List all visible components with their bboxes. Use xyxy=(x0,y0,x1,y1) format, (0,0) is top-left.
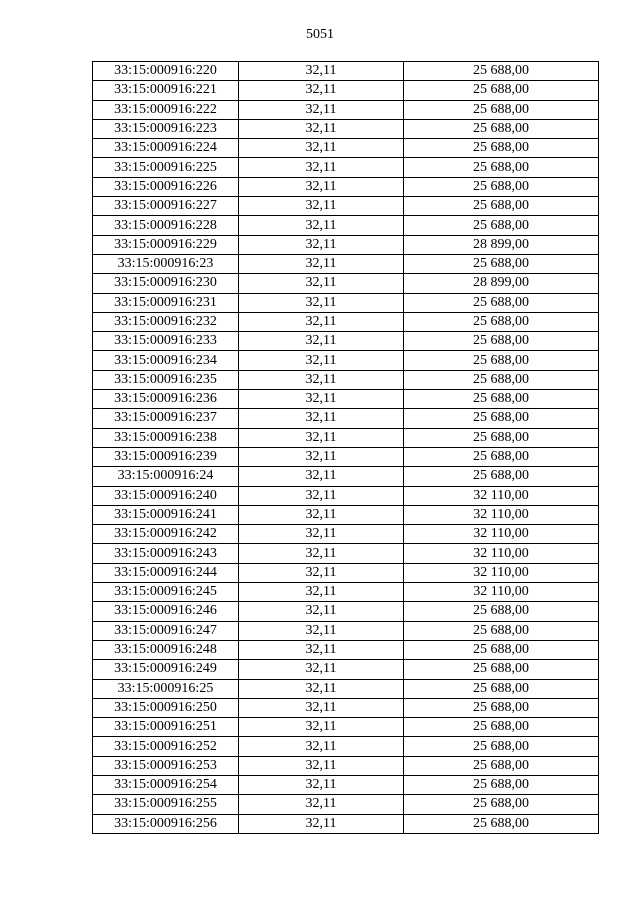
area-cell: 32,11 xyxy=(239,274,404,293)
cadastral-number-cell: 33:15:000916:235 xyxy=(93,370,239,389)
cadastral-number-cell: 33:15:000916:248 xyxy=(93,640,239,659)
cadastral-number-cell: 33:15:000916:25 xyxy=(93,679,239,698)
area-cell: 32,11 xyxy=(239,158,404,177)
table-row xyxy=(93,698,599,717)
table-row xyxy=(93,119,599,138)
table-row xyxy=(93,718,599,737)
area-cell: 32,11 xyxy=(239,428,404,447)
area-cell: 32,11 xyxy=(239,100,404,119)
table-row xyxy=(93,254,599,273)
cadastral-number-cell: 33:15:000916:243 xyxy=(93,544,239,563)
area-cell: 32,11 xyxy=(239,505,404,524)
area-cell: 32,11 xyxy=(239,370,404,389)
value-cell: 25 688,00 xyxy=(404,679,599,698)
cadastral-number-cell: 33:15:000916:250 xyxy=(93,698,239,717)
table-row xyxy=(93,312,599,331)
value-cell: 25 688,00 xyxy=(404,602,599,621)
area-cell: 32,11 xyxy=(239,293,404,312)
area-cell: 32,11 xyxy=(239,795,404,814)
table-row xyxy=(93,447,599,466)
cadastral-number-cell: 33:15:000916:224 xyxy=(93,139,239,158)
area-cell: 32,11 xyxy=(239,197,404,216)
cadastral-number-cell: 33:15:000916:227 xyxy=(93,197,239,216)
table-row xyxy=(93,583,599,602)
area-cell: 32,11 xyxy=(239,544,404,563)
page-number: 5051 xyxy=(306,27,334,42)
cadastral-number-cell: 33:15:000916:220 xyxy=(93,62,239,81)
cadastral-number-cell: 33:15:000916:221 xyxy=(93,81,239,100)
table-row xyxy=(93,409,599,428)
area-cell: 32,11 xyxy=(239,177,404,196)
table-row xyxy=(93,197,599,216)
table-row xyxy=(93,640,599,659)
area-cell: 32,11 xyxy=(239,814,404,833)
table-row xyxy=(93,216,599,235)
cadastral-number-cell: 33:15:000916:237 xyxy=(93,409,239,428)
area-cell: 32,11 xyxy=(239,698,404,717)
cadastral-number-cell: 33:15:000916:228 xyxy=(93,216,239,235)
table-body xyxy=(93,62,599,834)
cadastral-number-cell: 33:15:000916:231 xyxy=(93,293,239,312)
table-row xyxy=(93,62,599,81)
area-cell: 32,11 xyxy=(239,216,404,235)
value-cell: 25 688,00 xyxy=(404,254,599,273)
area-cell: 32,11 xyxy=(239,486,404,505)
table-row xyxy=(93,814,599,833)
cadastral-number-cell: 33:15:000916:23 xyxy=(93,254,239,273)
table-row xyxy=(93,756,599,775)
value-cell: 32 110,00 xyxy=(404,525,599,544)
table-row xyxy=(93,274,599,293)
value-cell: 25 688,00 xyxy=(404,62,599,81)
value-cell: 32 110,00 xyxy=(404,505,599,524)
value-cell: 25 688,00 xyxy=(404,447,599,466)
value-cell: 25 688,00 xyxy=(404,158,599,177)
area-cell: 32,11 xyxy=(239,332,404,351)
value-cell: 25 688,00 xyxy=(404,390,599,409)
value-cell: 32 110,00 xyxy=(404,563,599,582)
area-cell: 32,11 xyxy=(239,718,404,737)
value-cell: 25 688,00 xyxy=(404,467,599,486)
cadastral-number-cell: 33:15:000916:244 xyxy=(93,563,239,582)
value-cell: 32 110,00 xyxy=(404,583,599,602)
cadastral-number-cell: 33:15:000916:24 xyxy=(93,467,239,486)
table-row xyxy=(93,486,599,505)
table-row xyxy=(93,660,599,679)
cadastral-number-cell: 33:15:000916:226 xyxy=(93,177,239,196)
value-cell: 25 688,00 xyxy=(404,370,599,389)
value-cell: 25 688,00 xyxy=(404,177,599,196)
area-cell: 32,11 xyxy=(239,390,404,409)
cadastral-number-cell: 33:15:000916:222 xyxy=(93,100,239,119)
area-cell: 32,11 xyxy=(239,351,404,370)
value-cell: 25 688,00 xyxy=(404,216,599,235)
area-cell: 32,11 xyxy=(239,621,404,640)
cadastral-table xyxy=(92,61,599,834)
cadastral-number-cell: 33:15:000916:225 xyxy=(93,158,239,177)
value-cell: 25 688,00 xyxy=(404,718,599,737)
area-cell: 32,11 xyxy=(239,254,404,273)
value-cell: 25 688,00 xyxy=(404,775,599,794)
value-cell: 25 688,00 xyxy=(404,795,599,814)
area-cell: 32,11 xyxy=(239,119,404,138)
area-cell: 32,11 xyxy=(239,737,404,756)
area-cell: 32,11 xyxy=(239,447,404,466)
value-cell: 25 688,00 xyxy=(404,139,599,158)
area-cell: 32,11 xyxy=(239,583,404,602)
value-cell: 25 688,00 xyxy=(404,81,599,100)
area-cell: 32,11 xyxy=(239,775,404,794)
table-row xyxy=(93,428,599,447)
value-cell: 25 688,00 xyxy=(404,100,599,119)
area-cell: 32,11 xyxy=(239,679,404,698)
value-cell: 25 688,00 xyxy=(404,197,599,216)
cadastral-number-cell: 33:15:000916:229 xyxy=(93,235,239,254)
cadastral-number-cell: 33:15:000916:234 xyxy=(93,351,239,370)
table-row xyxy=(93,293,599,312)
table-row xyxy=(93,235,599,254)
cadastral-number-cell: 33:15:000916:246 xyxy=(93,602,239,621)
value-cell: 25 688,00 xyxy=(404,698,599,717)
value-cell: 25 688,00 xyxy=(404,332,599,351)
area-cell: 32,11 xyxy=(239,640,404,659)
value-cell: 25 688,00 xyxy=(404,814,599,833)
table-row xyxy=(93,602,599,621)
area-cell: 32,11 xyxy=(239,467,404,486)
cadastral-number-cell: 33:15:000916:245 xyxy=(93,583,239,602)
area-cell: 32,11 xyxy=(239,139,404,158)
area-cell: 32,11 xyxy=(239,563,404,582)
cadastral-number-cell: 33:15:000916:252 xyxy=(93,737,239,756)
value-cell: 25 688,00 xyxy=(404,640,599,659)
area-cell: 32,11 xyxy=(239,81,404,100)
table-row xyxy=(93,370,599,389)
value-cell: 25 688,00 xyxy=(404,351,599,370)
table-row xyxy=(93,81,599,100)
area-cell: 32,11 xyxy=(239,312,404,331)
value-cell: 25 688,00 xyxy=(404,119,599,138)
value-cell: 25 688,00 xyxy=(404,409,599,428)
table-row xyxy=(93,505,599,524)
area-cell: 32,11 xyxy=(239,660,404,679)
table-row xyxy=(93,158,599,177)
table-row xyxy=(93,390,599,409)
cadastral-number-cell: 33:15:000916:238 xyxy=(93,428,239,447)
table-row xyxy=(93,544,599,563)
table-row xyxy=(93,139,599,158)
area-cell: 32,11 xyxy=(239,525,404,544)
table-row xyxy=(93,332,599,351)
table-row xyxy=(93,563,599,582)
value-cell: 25 688,00 xyxy=(404,756,599,775)
cadastral-number-cell: 33:15:000916:253 xyxy=(93,756,239,775)
cadastral-number-cell: 33:15:000916:249 xyxy=(93,660,239,679)
value-cell: 25 688,00 xyxy=(404,737,599,756)
cadastral-number-cell: 33:15:000916:239 xyxy=(93,447,239,466)
cadastral-number-cell: 33:15:000916:233 xyxy=(93,332,239,351)
table-row xyxy=(93,100,599,119)
value-cell: 28 899,00 xyxy=(404,274,599,293)
value-cell: 32 110,00 xyxy=(404,544,599,563)
value-cell: 25 688,00 xyxy=(404,428,599,447)
cadastral-number-cell: 33:15:000916:242 xyxy=(93,525,239,544)
value-cell: 25 688,00 xyxy=(404,621,599,640)
table-row xyxy=(93,679,599,698)
area-cell: 32,11 xyxy=(239,602,404,621)
table-row xyxy=(93,737,599,756)
table-row xyxy=(93,467,599,486)
table-row xyxy=(93,775,599,794)
value-cell: 25 688,00 xyxy=(404,293,599,312)
cadastral-number-cell: 33:15:000916:255 xyxy=(93,795,239,814)
cadastral-number-cell: 33:15:000916:240 xyxy=(93,486,239,505)
table-row xyxy=(93,795,599,814)
value-cell: 25 688,00 xyxy=(404,312,599,331)
cadastral-number-cell: 33:15:000916:236 xyxy=(93,390,239,409)
area-cell: 32,11 xyxy=(239,235,404,254)
cadastral-number-cell: 33:15:000916:223 xyxy=(93,119,239,138)
cadastral-number-cell: 33:15:000916:256 xyxy=(93,814,239,833)
table-row xyxy=(93,525,599,544)
cadastral-number-cell: 33:15:000916:230 xyxy=(93,274,239,293)
value-cell: 32 110,00 xyxy=(404,486,599,505)
cadastral-number-cell: 33:15:000916:247 xyxy=(93,621,239,640)
table-row xyxy=(93,351,599,370)
area-cell: 32,11 xyxy=(239,62,404,81)
table-row xyxy=(93,177,599,196)
value-cell: 25 688,00 xyxy=(404,660,599,679)
area-cell: 32,11 xyxy=(239,409,404,428)
cadastral-number-cell: 33:15:000916:254 xyxy=(93,775,239,794)
cadastral-number-cell: 33:15:000916:241 xyxy=(93,505,239,524)
value-cell: 28 899,00 xyxy=(404,235,599,254)
table-row xyxy=(93,621,599,640)
area-cell: 32,11 xyxy=(239,756,404,775)
cadastral-number-cell: 33:15:000916:251 xyxy=(93,718,239,737)
cadastral-number-cell: 33:15:000916:232 xyxy=(93,312,239,331)
